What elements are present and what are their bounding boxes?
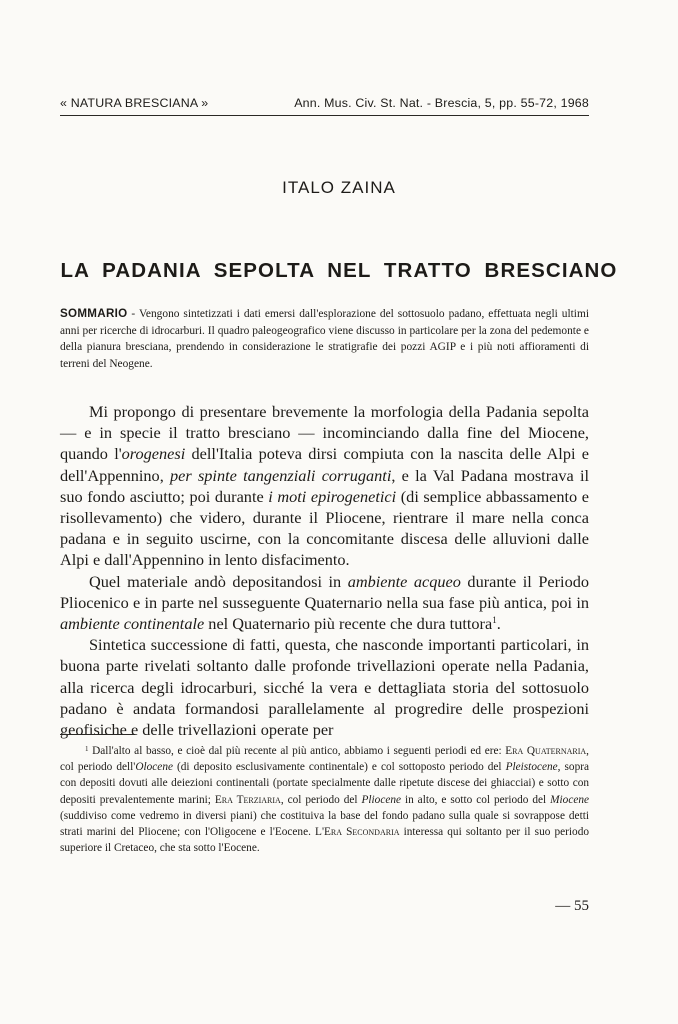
text-run: nel Quaternario più recente che dura tuttora [204, 614, 493, 634]
footnote-rule [60, 734, 135, 735]
smallcaps-run: Era Secondaria [323, 826, 400, 839]
text-run: Quel materiale andò depositandosi in [89, 571, 348, 591]
journal-name: « NATURA BRESCIANA » [60, 96, 209, 110]
smallcaps-run: Era Quaternaria [505, 745, 587, 757]
page-number: — 55 [555, 898, 589, 914]
footnote-number: 1 [85, 745, 89, 753]
summary-label: SOMMARIO [60, 307, 128, 320]
paragraph-2 [60, 571, 589, 635]
italic-run: Miocene [550, 793, 590, 806]
article-body [60, 401, 589, 740]
italic-run: ambiente acqueo [347, 571, 461, 591]
italic-run: Pliocene [361, 793, 402, 806]
text-run: in alto, e sotto col periodo del [401, 793, 551, 806]
text-run: (suddiviso come vedremo in diversi piani) che costituiva la base del fondo padano sulla quale si sovrappose detti strati marini del Pliocene; con l'Oligocene e l'Eocene. L' [60, 809, 589, 839]
italic-run: ambiente continentale [60, 614, 205, 634]
text-run: , sopra con depositi dovuti alle deiezioni continentali (portate specialmente dalle ripetute discese dei ghiacciai) e sotto con depositi prevalentemente marini; [60, 761, 589, 806]
article-title: LA PADANIA SEPOLTA NEL TRATTO BRESCIANO [60, 259, 618, 282]
paragraph-3: Sintetica successione di fatti, questa, che nasconde importanti particolari, in buona parte rivelati soltanto dalle profonde trivellazioni operate nella Padania, alla ricerca degli idrocarburi, sicché la vera e dettagliata storia del sottosuolo padano è andata formandosi parallelamente al progredire delle prospezioni geofisiche e delle trivellazioni operate per [60, 635, 589, 740]
text-run: interessa qui soltanto per il suo periodo superiore il Cretaceo, che sta sotto l'Eocene. [60, 826, 589, 855]
italic-run: Pleistocene [505, 761, 558, 774]
text-run: Dall'alto al basso, e cioè dal più recente al più antico, abbiamo i seguenti periodi ed ere: [88, 745, 506, 757]
text-run: Mi propongo di presentare brevemente la morfologia della Padania sepolta — e in specie il tratto bresciano — incominciando dalla fine del Miocene, quando l' [60, 402, 589, 464]
text-run: (di semplice abbassamento e risollevamento) che videro, durante il Pliocene, rientrare il mare nella conca padana e in seguito uscirne, con la concomitante discesa delle alluvioni dalle Alpi e dall'Appennino in lento disfacimento. [60, 486, 589, 570]
italic-run: orogenesi [121, 444, 186, 464]
header-rule [60, 115, 589, 116]
text-run: (di deposito esclusivamente continentale) e col sottoposto periodo del [172, 761, 506, 774]
author: ITALO ZAINA [282, 178, 396, 197]
italic-run: Olocene [135, 761, 173, 774]
citation: Ann. Mus. Civ. St. Nat. - Brescia, 5, pp. 55-72, 1968 [294, 96, 589, 110]
text-run: , col periodo dell' [60, 745, 589, 774]
running-header [60, 96, 589, 110]
text-run: , col periodo del [280, 793, 362, 806]
summary [60, 306, 589, 372]
smallcaps-run: Era Terziaria [214, 793, 281, 806]
footnote-marker: 1 [492, 615, 497, 626]
text-run: durante il Periodo Pliocenico e in parte nel susseguente Quaternario nella sua fase più antica, poi in [60, 571, 589, 612]
text-run: dell'Italia poteva dirsi compiuta con la nascita delle Alpi e dell'Appennino, [60, 444, 589, 485]
text-run: , e la Val Padana mostrava il suo fondo asciutto; poi durante [60, 465, 589, 506]
footnote [60, 741, 589, 856]
italic-run: per spinte tangenziali corruganti [170, 465, 392, 485]
italic-run: i moti epirogenetici [268, 486, 397, 506]
text-run: . [496, 614, 501, 634]
paragraph-1 [60, 401, 589, 571]
summary-text: - Vengono sintetizzati i dati emersi dall'esplorazione del sottosuolo padano, effettuata negli ultimi anni per ricerche di idrocarburi. Il quadro paleogeografico viene discusso in particolare per la zona del pedemonte e della pianura bresciana, prendendo in considerazione le stratigrafie dei pozzi AGIP e i più noti affioramenti di terreni del Neogene. [60, 308, 589, 370]
